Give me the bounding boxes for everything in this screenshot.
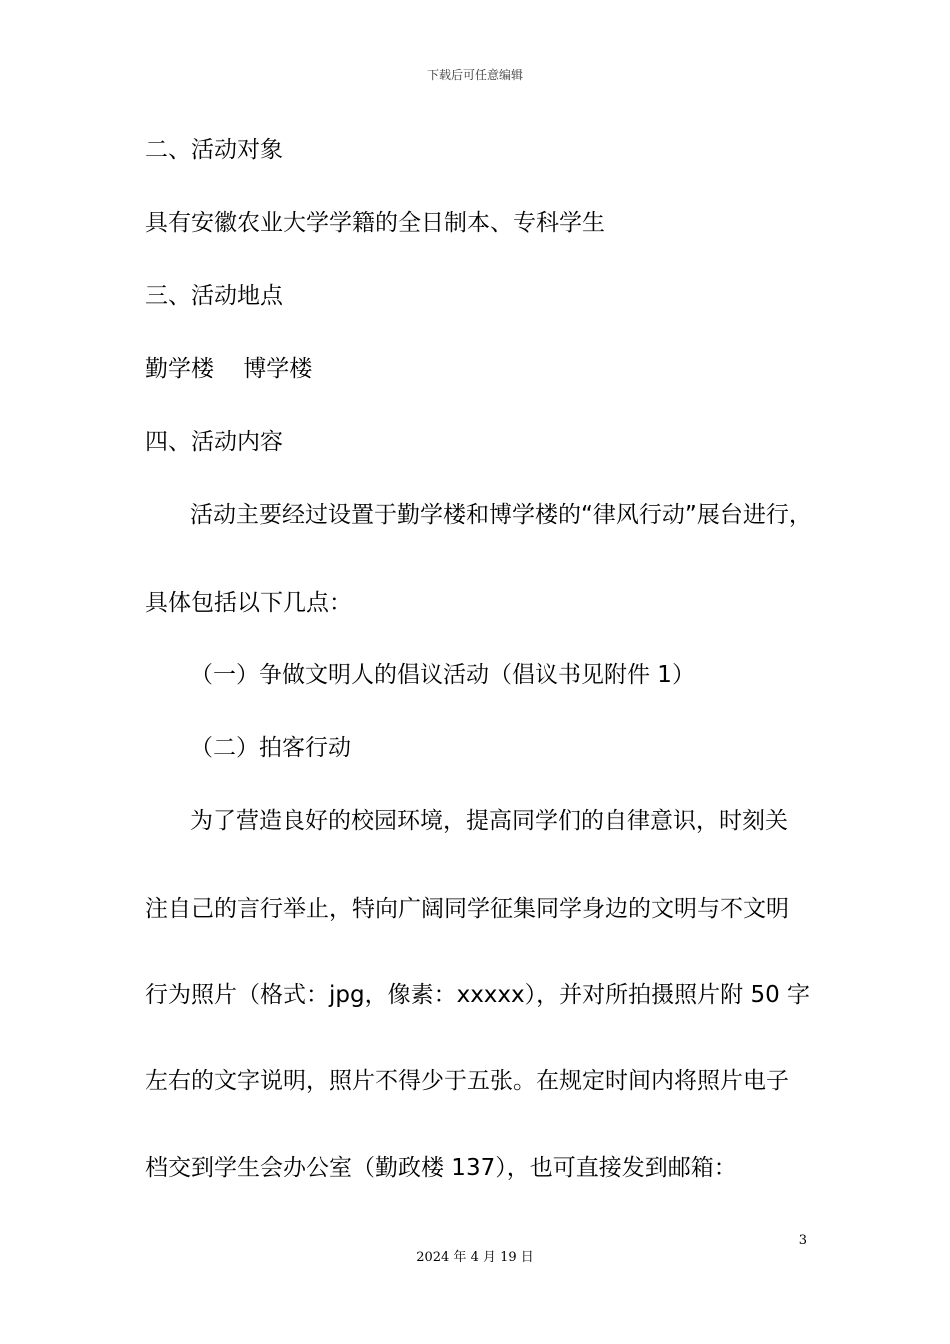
paragraph-photo-line: 档交到学生会办公室（勤政楼 137），也可直接发到邮箱： xyxy=(145,1155,737,1181)
page-number: 3 xyxy=(798,1233,807,1248)
paragraph-content-line: 具体包括以下几点： xyxy=(145,590,352,616)
paragraph-photo-line: 为了营造良好的校园环境，提高同学们的自律意识，时刻关 xyxy=(190,808,788,834)
paragraph-target-audience: 具有安徽农业大学学籍的全日制本、专科学生 xyxy=(145,210,605,236)
paragraph-photo-line: 注自己的言行举止，特向广阔同学征集同学身边的文明与不文明 xyxy=(145,896,789,922)
paragraph-photo-line: 行为照片（格式：jpg，像素：xxxxx），并对所拍摄照片附 50 字 xyxy=(145,982,811,1008)
section-heading-content: 四、活动内容 xyxy=(145,429,283,455)
paragraph-content-line: 活动主要经过设置于勤学楼和博学楼的“律风行动”展台进行， xyxy=(190,502,812,528)
paragraph-photo-line: 左右的文字说明，照片不得少于五张。在规定时间内将照片电子 xyxy=(145,1068,789,1094)
section-heading-target: 二、活动对象 xyxy=(145,137,283,163)
page-footer-date: 2024 年 4 月 19 日 xyxy=(416,1250,534,1265)
page-header: 下载后可任意编辑 xyxy=(426,68,523,82)
section-heading-location: 三、活动地点 xyxy=(145,283,283,309)
list-item-photo-action: （二）拍客行动 xyxy=(190,735,351,761)
paragraph-locations: 勤学楼 博学楼 xyxy=(145,356,313,382)
list-item-initiative: （一）争做文明人的倡议活动（倡议书见附件 1） xyxy=(190,662,695,688)
